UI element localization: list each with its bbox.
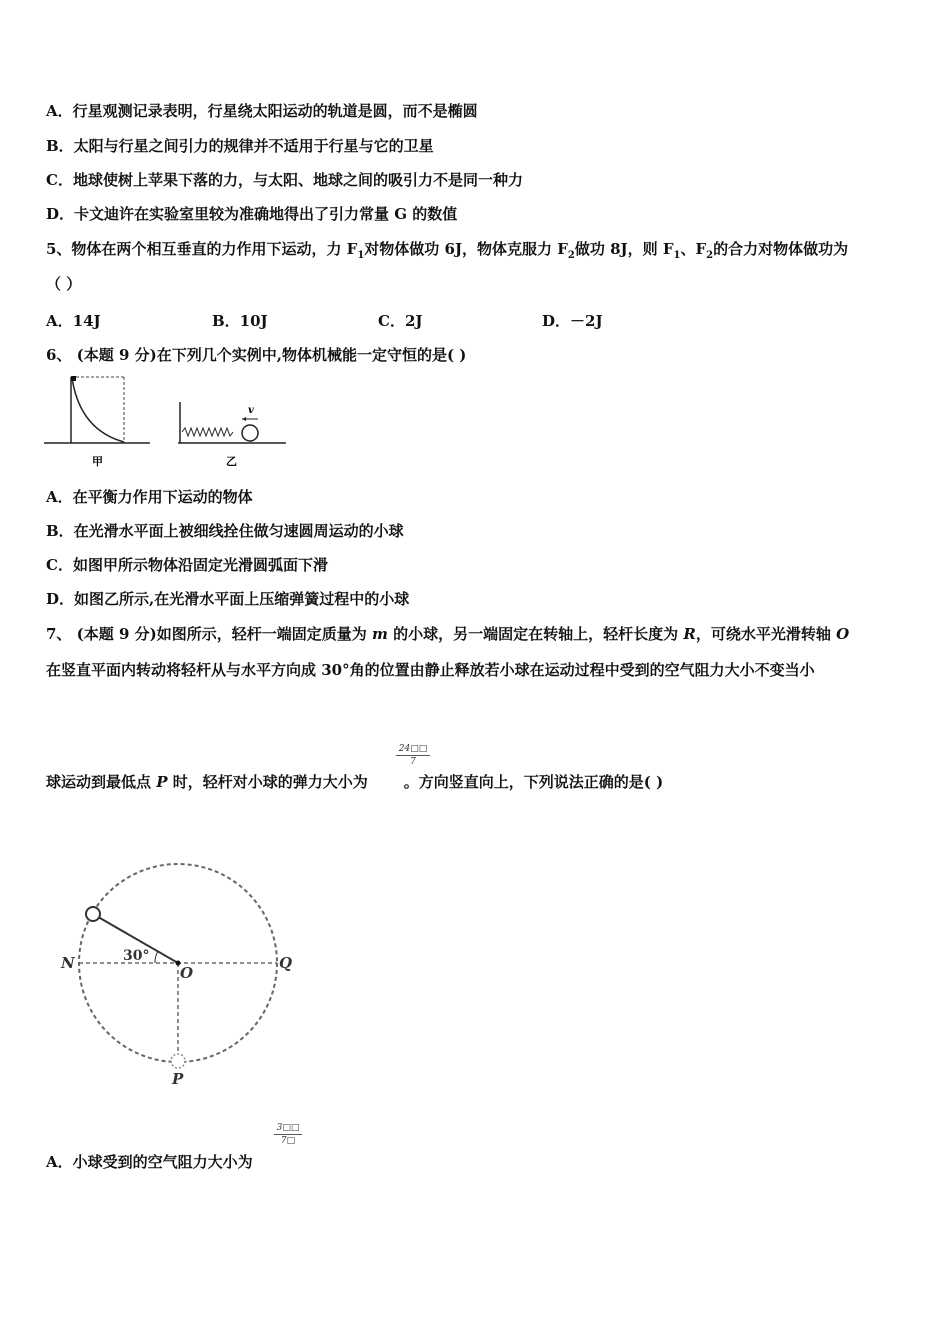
figure-yi-label: 乙 [226, 455, 237, 468]
q7-fraction-24-7: 24□□ 7 [396, 744, 430, 767]
q5-option-b: B．10J [212, 312, 268, 330]
q7-stem-line2: 在竖直平面内转动将轻杆从与水平方向成 30°角的位置由静止释放若小球在运动过程中受到的空气阻力大小不变当小 [46, 661, 815, 679]
label-o: O [180, 964, 194, 982]
q7-option-a: A．小球受到的空气阻力大小为 [46, 1153, 253, 1171]
q7-stem-line1: 7、 (本题 9 分)如图所示，轻杆一端固定质量为 m 的小球，另一端固定在转轴上，轻杆长度为 R，可绕水平光滑转轴 O [46, 625, 850, 643]
q6-option-a: A．在平衡力作用下运动的物体 [46, 488, 253, 506]
q4-option-d: D．卡文迪许在实验室里较为准确地得出了引力常量 G 的数值 [46, 205, 458, 223]
q7-circle-figure [55, 850, 305, 1095]
q6-figures [42, 372, 292, 472]
ball-lowest-point [171, 1054, 185, 1068]
q6-option-d: D．如图乙所示,在光滑水平面上压缩弹簧过程中的小球 [46, 590, 410, 608]
label-p: P [172, 1070, 184, 1088]
q4-option-a: A．行星观测记录表明，行星绕太阳运动的轨道是圆，而不是椭圆 [46, 102, 478, 120]
q5-option-d: D．－2J [542, 312, 603, 330]
q6-stem: 6、 (本题 9 分)在下列几个实例中,物体机械能一定守恒的是( ) [46, 346, 467, 364]
q5-option-a: A．14J [46, 312, 101, 330]
spring [182, 428, 233, 436]
q5-answer-parens: （ ） [46, 275, 82, 293]
q6-option-b: B．在光滑水平面上被细线拴住做匀速圆周运动的小球 [46, 522, 404, 540]
q6-option-c: C．如图甲所示物体沿固定光滑圆弧面下滑 [46, 556, 328, 574]
velocity-label: v [248, 405, 254, 416]
q4-option-b: B．太阳与行星之间引力的规律并不适用于行星与它的卫星 [46, 137, 434, 155]
figure-jia [44, 376, 150, 468]
block [71, 376, 76, 381]
ball-start [86, 907, 100, 921]
q7-fraction-3-7: 3□□ 7□ [274, 1123, 302, 1146]
q5-stem: 5、物体在两个相互垂直的力作用下运动，力 $F_1$对物体做功 6J，物体克服力 $F_2$做功 8J，则 $F_1$、$F_2$的合力对物体做功为 [46, 240, 849, 261]
figure-yi [178, 402, 286, 468]
ball [242, 425, 258, 441]
q5-option-c: C．2J [378, 312, 423, 330]
angle-arc [155, 951, 158, 963]
q4-option-c: C．地球使树上苹果下落的力，与太阳、地球之间的吸引力不是同一种力 [46, 171, 523, 189]
angle-label: 30° [123, 948, 150, 964]
label-n: N [61, 954, 75, 972]
figure-jia-label: 甲 [92, 455, 103, 468]
q7-stem-line3: 球运动到最低点 P 时，轻杆对小球的弹力大小为 。方向竖直向上，下列说法正确的是( ) [46, 773, 664, 791]
label-q: Q [279, 954, 293, 972]
